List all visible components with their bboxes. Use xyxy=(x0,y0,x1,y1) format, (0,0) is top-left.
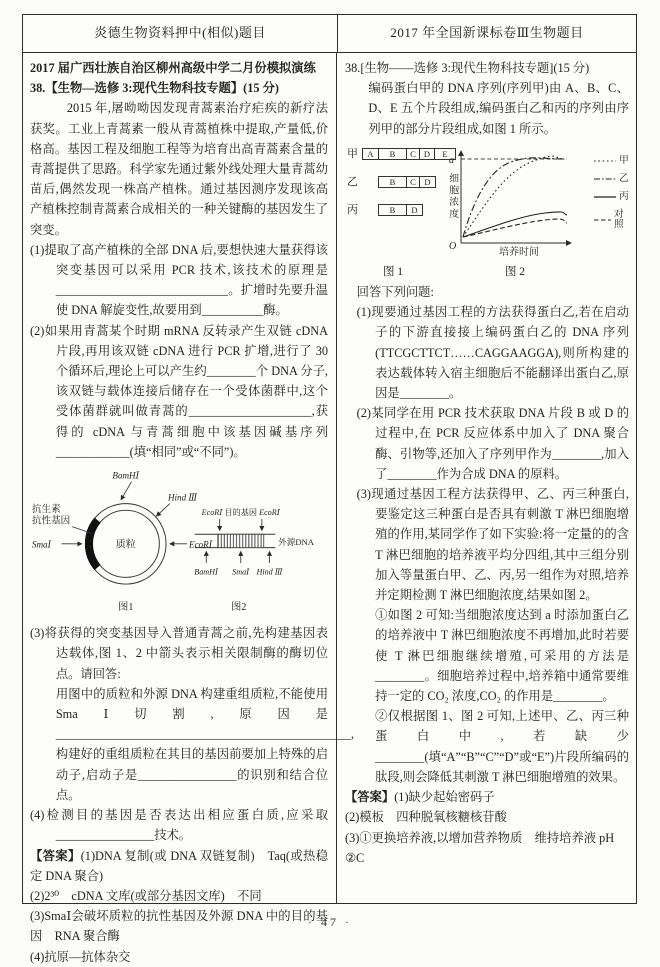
segment-cell: D xyxy=(424,177,431,188)
right-question-2: (2)某同学在用 PCR 技术获取 DNA 片段 B 或 D 的过程中,在 PCR 反应体系中加入了 DNA 聚合酶、引物等,还加入了序列甲作为________,加入了________作为合成 DNA 的原料。 xyxy=(356,406,629,481)
right-answer-3: (3)①更换培养液,以增加营养物质 维持培养液 pH xyxy=(345,830,615,845)
protein-map-and-growth-figure xyxy=(347,143,629,259)
antibiotic-label-line2: 抗性基因 xyxy=(31,515,71,527)
y-axis-label: 细胞浓度 xyxy=(447,172,459,221)
right-answer-1-text: (1)缺少起始密码子 xyxy=(394,790,495,805)
antibiotic-label-line1: 抗生素 xyxy=(31,504,61,516)
segment-row-jia xyxy=(347,148,448,161)
figure2-caption: 图 2 xyxy=(504,265,526,278)
plasmid-center-label: 质粒 xyxy=(115,539,136,551)
left-question-intro: 2015 年,屠呦呦因发现青蒿素治疗疟疾的新疗法获奖。工业上青蒿素一般从青蒿植株中提取,产量低,价格高。基因工程及细胞工程等为培育出高青蒿素含量的青蒿提供了思路。科学家先通过紫外线处理大量青蒿幼苗后,偶然发现一株高产植株。通过基因测序发现该高产植株控制青蒿素合成相关的一种关键酶的基因发生了突变。 xyxy=(30,101,328,237)
smai-site-label: SmaⅠ xyxy=(31,539,52,550)
segment-cell: C xyxy=(407,177,420,187)
left-answer-4: (4)抗原—抗体杂交 xyxy=(30,949,131,964)
ecori-site-label: EcoRⅠ xyxy=(189,539,213,550)
row-label: 乙 xyxy=(347,176,358,189)
left-question-3: (3)将获得的突变基因导入普通青蒿之前,先构建基因表达载体,图 1、2 中箭头表示相关限制酶的酶切位点。请回答: xyxy=(30,626,328,681)
right-question-3-sub1: ①如图 2 可知:当细胞浓度达到 a 时添加蛋白乙的培养液中 T 淋巴细胞浓度不再增加,此时若要使 T 淋巴细胞继续增殖,可采用的方法是________。细胞培养过程中,培养箱中通常要维持一定的 CO₂ 浓度,CO₂ 的作用是________。 xyxy=(375,608,629,704)
header-left-title: 炎德生物资料押中(相似)题目 xyxy=(94,25,266,41)
segment-cell: B xyxy=(379,149,407,159)
segment-row-yi xyxy=(347,176,439,189)
hindiii-arrow xyxy=(156,504,169,516)
table-header-row xyxy=(23,15,636,53)
segment-cell: B xyxy=(379,177,407,187)
curve-control xyxy=(463,219,567,237)
legend-line-dashdot xyxy=(594,177,616,181)
legend-line-dashed xyxy=(594,218,611,222)
right-question-3-sub2: ②仅根据图 1、图 2 可知,上述甲、乙、丙三种蛋白中,若缺少________(填“A”“B”“C”“D”或“E”)片段所编码的肽段,则会降低其刺激 T 淋巴细胞增殖的效果。 xyxy=(375,709,629,784)
segment-cell: E xyxy=(442,149,448,160)
right-answer-4: ②C xyxy=(345,850,365,865)
bamhi-site-label: BamHⅠ xyxy=(112,470,140,481)
target-gene-region xyxy=(218,534,264,547)
segment-cell: A xyxy=(363,149,379,159)
left-answer-3: (3)SmaⅠ会破坏质粒的抗性基因及外源 DNA 中的目的基因 RNA 聚合酶 xyxy=(30,909,328,944)
legend-item-jia xyxy=(594,156,629,166)
answer-label: 【答案】 xyxy=(345,790,395,805)
antibiotic-resistance-gene-arc xyxy=(89,520,98,567)
row-label: 丙 xyxy=(347,204,358,217)
legend-line-solid xyxy=(594,195,616,199)
left-question-2: (2)如果用青蒿某个时期 mRNA 反转录产生双链 cDNA 片段,再用该双链 cDNA 进行 PCR 扩增,进行了 30 个循环后,理论上可以产生约________个 DNA 分子,该双链与载体连接后储存在一个受体菌群中,这个受体菌群就叫做青蒿的____________________,获得的 cDNA 与青蒿细胞中该基因碱基序列____________(填“相同”或“不同”)。 xyxy=(30,323,328,459)
segment-cell: D xyxy=(411,205,418,216)
right-answer-2: (2)模板 四种脱氧核糖核苷酸 xyxy=(345,810,507,825)
plasmid-diagram xyxy=(30,465,327,615)
row-label: 甲 xyxy=(347,148,358,161)
header-right-title: 2017 年全国新课标卷Ⅲ生物题目 xyxy=(337,15,636,52)
figure-captions xyxy=(345,262,629,282)
right-question-1: (1)现要通过基因工程的方法获得蛋白乙,若在启动子的下游直接接上编码蛋白乙的 DNA 序列(TTCGCTTCT……CAGGAAGGA),则所构建的表达载体转入宿主细胞后不能翻译出蛋白乙,原因是________。 xyxy=(356,305,629,401)
a-reference-label: a xyxy=(449,154,454,166)
origin-label: O xyxy=(449,240,457,252)
left-question-3b: 用图中的质粒和外源 DNA 构建重组质粒,不能使用 SmaⅠ切割,原因是________________________________________________,构建好的重组质粒在其目的基因前要加上特殊的启动子,启动子是________________的识别和结合位点。 xyxy=(55,686,355,802)
legend-label: 乙 xyxy=(619,172,629,184)
left-answer-1-text: (1)DNA 复制(或 DNA 双链复制) Taq(或热稳定 DNA 聚合) xyxy=(30,848,328,883)
right-prompt: 回答下列问题: xyxy=(356,285,434,300)
legend-label: 甲 xyxy=(619,154,629,166)
left-question-4: (4)检测目的基因是否表达出相应蛋白质,应采取________________技术。 xyxy=(30,808,328,843)
right-column xyxy=(337,53,636,903)
segment-cell: D xyxy=(420,149,435,159)
legend-item-control xyxy=(594,210,629,230)
smai-bottom-label: SmaⅠ xyxy=(232,567,250,577)
plasmid-figure xyxy=(30,465,328,621)
legend-label: 丙 xyxy=(619,190,629,202)
right-answer-1 xyxy=(345,787,629,807)
left-answer-1 xyxy=(30,846,328,886)
bamhi-arrow xyxy=(121,482,132,500)
hindiii-bottom-label: Hind Ⅲ xyxy=(256,567,283,577)
right-question-3: (3)现通过基因工程方法获得甲、乙、丙三种蛋白,要鉴定这三种蛋白是否具有刺激 T 淋巴细胞增殖的作用,某同学作了如下实验:将一定量的的含 T 淋巴细胞的培养液平均分四组,其中三组分别加入等量蛋白甲、乙、丙,另一组作为对照,培养并定期检测 T 淋巴细胞浓度,结果如图 2。 xyxy=(356,487,629,603)
figure1-caption: 图 1 xyxy=(382,265,404,278)
protein-segment-map xyxy=(347,148,448,259)
ecori-left-label: EcoRⅠ xyxy=(201,508,223,518)
foreign-dna-label: 外源DNA xyxy=(278,536,315,547)
figure1-caption: 图1 xyxy=(118,602,134,614)
answer-label: 【答案】 xyxy=(30,848,81,863)
curve-yi xyxy=(463,158,565,237)
chart-legend xyxy=(594,156,629,259)
legend-item-yi xyxy=(594,174,629,184)
page-number: · 47 · xyxy=(308,915,352,929)
ecori-right-label: EcoRⅠ xyxy=(259,508,280,518)
legend-label: 对照 xyxy=(613,208,624,230)
figure2-caption: 图2 xyxy=(231,602,247,614)
left-question-1: (1)提取了高产植株的全部 DNA 后,要想快速大量获得该突变基因可以采用 PCR 技术,该技术的原理是____________________________。扩增时先要升温使 DNA 解旋变性,故要用到__________酶。 xyxy=(30,242,328,318)
hindiii-site-label: Hind Ⅲ xyxy=(167,492,198,503)
target-gene-label: 目的基因 xyxy=(224,508,258,518)
legend-item-bing xyxy=(594,192,629,202)
left-question-title: 38.【生物—选修 3:现代生物科技专题】(15 分) xyxy=(30,81,280,96)
x-axis-label: 培养时间 xyxy=(499,246,539,258)
left-answer-2: (2)2³⁰ cDNA 文库(或部分基因文库) 不同 xyxy=(30,888,262,903)
bamhi-bottom-label: BamHⅠ xyxy=(194,567,219,577)
left-source-title: 2017 届广西壮族自治区柳州高级中学二月份模拟演练 xyxy=(30,61,316,75)
segment-row-bing xyxy=(347,204,439,217)
segment-cell: C xyxy=(407,149,420,159)
segment-cell: B xyxy=(379,205,407,215)
right-question-intro: 编码蛋白甲的 DNA 序列(序列甲)由 A、B、C、D、E 五个片段组成,编码蛋白乙和丙的序列由序列甲的部分片段组成,如图 1 所示。 xyxy=(368,81,629,136)
growth-chart xyxy=(439,143,591,259)
legend-line-dotted xyxy=(594,159,616,163)
right-question-title: 38.[生物——选修 3:现代生物科技专题](15 分) xyxy=(345,61,590,75)
